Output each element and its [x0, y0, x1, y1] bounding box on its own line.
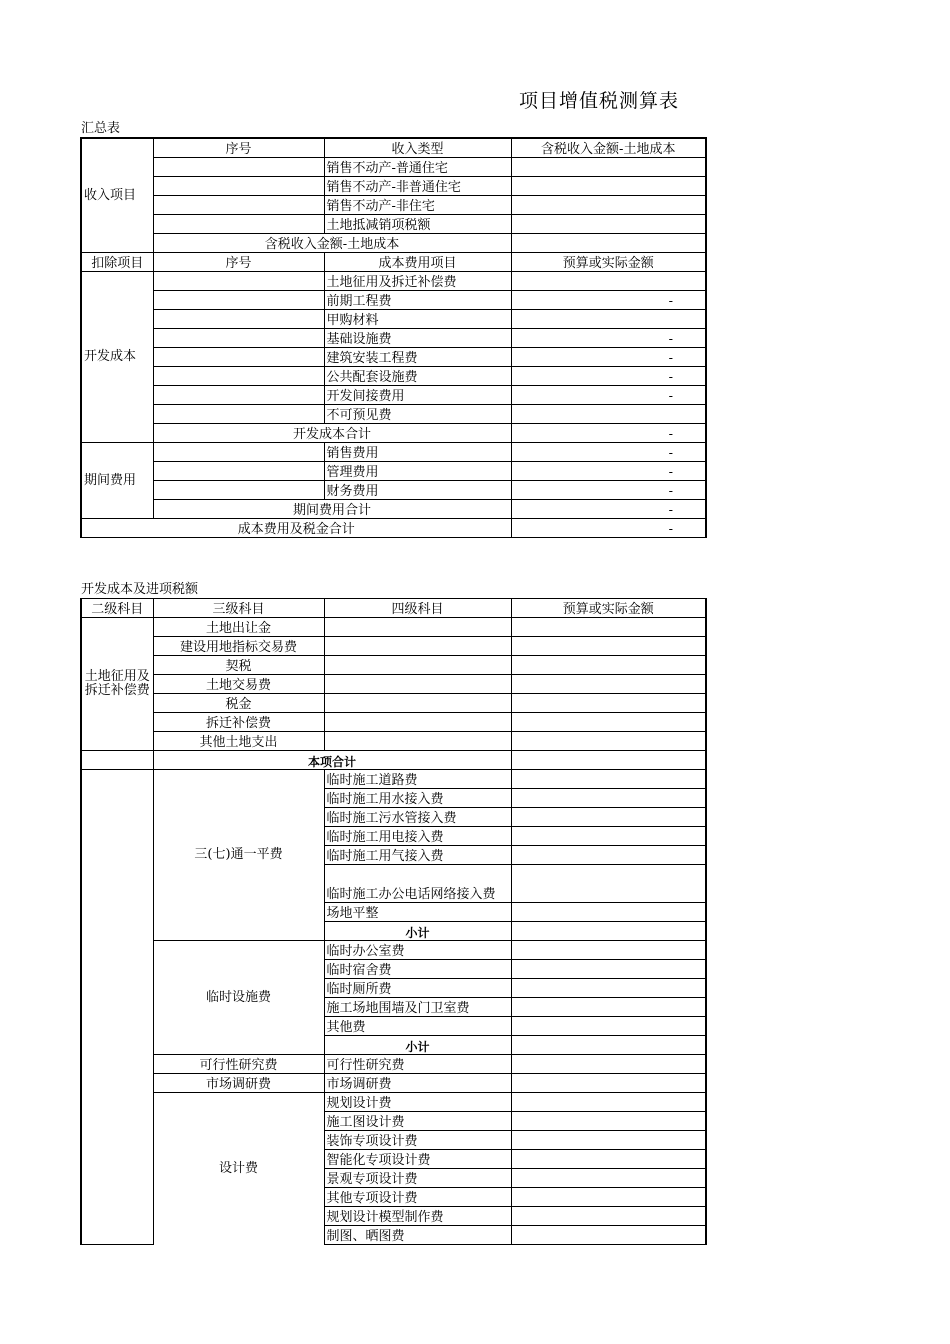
dev-cost-item: 土地征用及拆迁补偿费 — [324, 272, 511, 291]
market-item: 市场调研费 — [324, 1074, 511, 1093]
market-label: 市场调研费 — [153, 1074, 324, 1093]
seq-cell[interactable] — [153, 310, 324, 329]
tongyiping-subtotal: 小计 — [324, 922, 511, 941]
period-value[interactable]: - — [511, 443, 706, 462]
detail-table — [80, 598, 707, 1245]
header-l2: 二级科目 — [81, 599, 153, 618]
tongyiping-item: 临时施工道路费 — [324, 770, 511, 789]
amount-cell[interactable] — [511, 158, 706, 177]
amount-cell[interactable] — [511, 656, 706, 675]
dev-cost-value[interactable] — [511, 272, 706, 291]
feasibility-label: 可行性研究费 — [153, 1055, 324, 1074]
tongyiping-label: 三(七)通一平费 — [153, 770, 324, 941]
dev-cost-item: 不可预见费 — [324, 405, 511, 424]
tongyiping-item: 临时施工用水接入费 — [324, 789, 511, 808]
header-amount: 含税收入金额-土地成本 — [511, 138, 706, 158]
design-item: 施工图设计费 — [324, 1112, 511, 1131]
period-item: 销售费用 — [324, 443, 511, 462]
feasibility-item: 可行性研究费 — [324, 1055, 511, 1074]
income-item: 销售不动产-非住宅 — [324, 196, 511, 215]
land-total-label: 本项合计 — [153, 751, 511, 770]
dev-cost-item: 前期工程费 — [324, 291, 511, 310]
amount-cell[interactable] — [511, 177, 706, 196]
dev-cost-value[interactable] — [511, 405, 706, 424]
header-l4: 四级科目 — [324, 599, 511, 618]
period-label: 期间费用 — [81, 443, 153, 519]
blank-cell — [81, 751, 153, 770]
subtotal-value[interactable] — [511, 1036, 706, 1055]
tongyiping-item: 临时施工办公电话网络接入费 — [324, 865, 511, 903]
land-item: 契税 — [153, 656, 324, 675]
seq-cell[interactable] — [153, 196, 324, 215]
dev-cost-total-label: 开发成本合计 — [153, 424, 511, 443]
dev-cost-value[interactable]: - — [511, 367, 706, 386]
grand-total-label: 成本费用及税金合计 — [81, 519, 511, 538]
amount-cell[interactable] — [511, 865, 706, 903]
page-title: 项目增值税测算表 — [519, 90, 680, 112]
amount-cell[interactable] — [511, 637, 706, 656]
l4-cell[interactable] — [324, 675, 511, 694]
design-label: 设计费 — [153, 1093, 324, 1245]
amount-cell[interactable] — [511, 694, 706, 713]
design-item: 制图、晒图费 — [324, 1226, 511, 1245]
tongyiping-item: 场地平整 — [324, 903, 511, 922]
seq-cell[interactable] — [153, 462, 324, 481]
design-item: 智能化专项设计费 — [324, 1150, 511, 1169]
amount-cell[interactable] — [511, 1169, 706, 1188]
dev-cost-item: 基础设施费 — [324, 329, 511, 348]
amount-cell[interactable] — [511, 846, 706, 865]
amount-cell[interactable] — [511, 789, 706, 808]
summary-caption: 汇总表 — [81, 121, 121, 136]
land-total-value[interactable] — [511, 751, 706, 770]
detail-caption: 开发成本及进项税额 — [81, 582, 199, 597]
deduct-amount-header: 预算或实际金额 — [511, 253, 706, 272]
design-item: 规划设计模型制作费 — [324, 1207, 511, 1226]
pre-eng-group — [81, 770, 153, 1245]
seq-cell[interactable] — [153, 329, 324, 348]
income-item: 土地抵减销项税额 — [324, 215, 511, 234]
dev-cost-value[interactable] — [511, 310, 706, 329]
temp-label: 临时设施费 — [153, 941, 324, 1055]
amount-cell[interactable] — [511, 1074, 706, 1093]
temp-item: 临时宿舍费 — [324, 960, 511, 979]
amount-cell[interactable] — [511, 618, 706, 637]
temp-item: 临时办公室费 — [324, 941, 511, 960]
amount-cell[interactable] — [511, 215, 706, 234]
period-total-label: 期间费用合计 — [153, 500, 511, 519]
l4-cell[interactable] — [324, 618, 511, 637]
l4-cell[interactable] — [324, 637, 511, 656]
temp-subtotal: 小计 — [324, 1036, 511, 1055]
dev-cost-label: 开发成本 — [81, 272, 153, 443]
amount-cell[interactable] — [511, 1131, 706, 1150]
deduct-item-header: 成本费用项目 — [324, 253, 511, 272]
amount-cell[interactable] — [511, 827, 706, 846]
dev-cost-item: 公共配套设施费 — [324, 367, 511, 386]
amount-cell[interactable] — [511, 1150, 706, 1169]
amount-cell[interactable] — [511, 1207, 706, 1226]
dev-cost-value[interactable]: - — [511, 348, 706, 367]
header-amount: 预算或实际金额 — [511, 599, 706, 618]
land-item: 拆迁补偿费 — [153, 713, 324, 732]
dev-cost-value[interactable]: - — [511, 329, 706, 348]
tongyiping-item: 临时施工污水管接入费 — [324, 808, 511, 827]
l4-cell[interactable] — [324, 732, 511, 751]
seq-cell[interactable] — [153, 291, 324, 310]
amount-cell[interactable] — [511, 770, 706, 789]
header-income-type: 收入类型 — [324, 138, 511, 158]
amount-cell[interactable] — [511, 941, 706, 960]
amount-cell[interactable] — [511, 713, 706, 732]
seq-cell[interactable] — [153, 443, 324, 462]
design-item: 规划设计费 — [324, 1093, 511, 1112]
seq-cell[interactable] — [153, 177, 324, 196]
design-item: 景观专项设计费 — [324, 1169, 511, 1188]
deduct-label: 扣除项目 — [81, 253, 153, 272]
amount-cell[interactable] — [511, 675, 706, 694]
temp-item: 其他费 — [324, 1017, 511, 1036]
period-value[interactable]: - — [511, 481, 706, 500]
seq-cell[interactable] — [153, 367, 324, 386]
deduct-seq: 序号 — [153, 253, 324, 272]
temp-item: 施工场地围墙及门卫室费 — [324, 998, 511, 1017]
amount-cell[interactable] — [511, 1017, 706, 1036]
seq-cell[interactable] — [153, 158, 324, 177]
temp-item: 临时厕所费 — [324, 979, 511, 998]
amount-cell[interactable] — [511, 808, 706, 827]
land-item: 土地出让金 — [153, 618, 324, 637]
dev-cost-item: 甲购材料 — [324, 310, 511, 329]
land-item: 其他土地支出 — [153, 732, 324, 751]
period-total-value[interactable]: - — [511, 500, 706, 519]
dev-cost-total-value[interactable]: - — [511, 424, 706, 443]
amount-cell[interactable] — [511, 903, 706, 922]
header-seq: 序号 — [153, 138, 324, 158]
amount-cell[interactable] — [511, 979, 706, 998]
period-item: 管理费用 — [324, 462, 511, 481]
amount-cell[interactable] — [511, 1112, 706, 1131]
amount-cell[interactable] — [511, 732, 706, 751]
l4-cell[interactable] — [324, 694, 511, 713]
amount-cell[interactable] — [511, 1188, 706, 1207]
amount-cell[interactable] — [511, 960, 706, 979]
seq-cell[interactable] — [153, 405, 324, 424]
land-item: 土地交易费 — [153, 675, 324, 694]
income-item: 销售不动产-非普通住宅 — [324, 177, 511, 196]
amount-cell[interactable] — [511, 196, 706, 215]
grand-total-value[interactable]: - — [511, 519, 706, 538]
subtotal-value[interactable] — [511, 922, 706, 941]
seq-cell[interactable] — [153, 215, 324, 234]
amount-cell[interactable] — [511, 998, 706, 1017]
income-total-label: 含税收入金额-土地成本 — [153, 234, 511, 253]
design-item: 装饰专项设计费 — [324, 1131, 511, 1150]
summary-table — [80, 137, 707, 538]
amount-cell[interactable] — [511, 1226, 706, 1245]
land-label: 土地征用及拆迁补偿费 — [81, 618, 153, 751]
income-total-value[interactable] — [511, 234, 706, 253]
l4-cell[interactable] — [324, 656, 511, 675]
seq-cell[interactable] — [153, 386, 324, 405]
seq-cell[interactable] — [153, 348, 324, 367]
amount-cell[interactable] — [511, 1055, 706, 1074]
land-item: 建设用地指标交易费 — [153, 637, 324, 656]
l4-cell[interactable] — [324, 713, 511, 732]
income-label: 收入项目 — [81, 138, 153, 253]
period-item: 财务费用 — [324, 481, 511, 500]
tongyiping-item: 临时施工用气接入费 — [324, 846, 511, 865]
seq-cell[interactable] — [153, 481, 324, 500]
tongyiping-item: 临时施工用电接入费 — [324, 827, 511, 846]
seq-cell[interactable] — [153, 272, 324, 291]
dev-cost-item: 开发间接费用 — [324, 386, 511, 405]
dev-cost-value[interactable]: - — [511, 386, 706, 405]
header-l3: 三级科目 — [153, 599, 324, 618]
dev-cost-item: 建筑安装工程费 — [324, 348, 511, 367]
period-value[interactable]: - — [511, 462, 706, 481]
design-item: 其他专项设计费 — [324, 1188, 511, 1207]
dev-cost-value[interactable]: - — [511, 291, 706, 310]
amount-cell[interactable] — [511, 1093, 706, 1112]
income-item: 销售不动产-普通住宅 — [324, 158, 511, 177]
land-item: 税金 — [153, 694, 324, 713]
